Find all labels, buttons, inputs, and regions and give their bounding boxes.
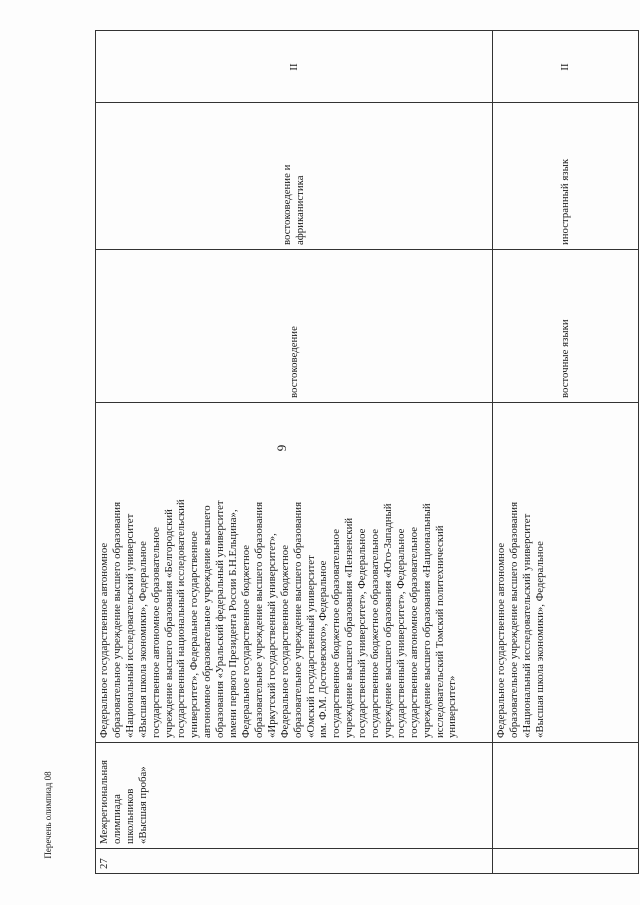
- level-cell: II: [493, 31, 639, 103]
- olympiad-table-rotated: [95, 31, 630, 874]
- footer-text: Перечень олимпиад 08: [43, 771, 53, 859]
- subject-cell: восточные языки: [493, 250, 639, 403]
- profile-cell: востоковедение и африканистика: [96, 103, 493, 250]
- olympiad-table-container: [95, 31, 630, 874]
- row-number-empty: [493, 849, 639, 874]
- olympiad-name-empty: [493, 743, 639, 849]
- olympiad-table: [95, 30, 639, 874]
- page-number: 9: [274, 444, 289, 452]
- table-row: [493, 31, 639, 874]
- table-row: [96, 31, 493, 874]
- organizers-cell: Федеральное государственное автономное образовательное учреждение высшего образования «Национальный исследовательский университет «Высшая школа экономики», Федеральное: [493, 403, 639, 743]
- level-cell: II: [96, 31, 493, 103]
- profile-cell: иностранный язык: [493, 103, 639, 250]
- organizers-cell: Федеральное государственное автономное образовательное учреждение высшего образования «Национальный исследовательский университет «Высшая школа экономики», Федеральное государственное автономное образовательное учреждение высшего образования «Белгородский государственный национальный исследовательский университет», Федеральное государственное автономное образовательное учреждение высшего образования «Уральский федеральный университет имени первого Президента России Б.Н.Ельцина», Федеральное государственное бюджетное образовательное учреждение высшего образования «Иркутский государственный университет», Федеральное государственное бюджетное образовательное учреждение высшего образования «Омский государственный университет им. Ф.М. Достоевского», Федеральное государственное бюджетное образовательное учреждение высшего образования «Пензенский государственный университет», Федеральное государственное бюджетное образовательное учреждение высшего образования «Юго-Западный государственный университет», Федеральное государственное автономное образовательное учреждение высшего образования «Национальный исследовательский Томский политехнический университет»: [96, 403, 493, 743]
- olympiad-name: Межрегиональная олимпиада школьников «Высшая проба»: [96, 743, 493, 849]
- row-number: 27: [96, 849, 493, 874]
- subject-cell: востоковедение: [96, 250, 493, 403]
